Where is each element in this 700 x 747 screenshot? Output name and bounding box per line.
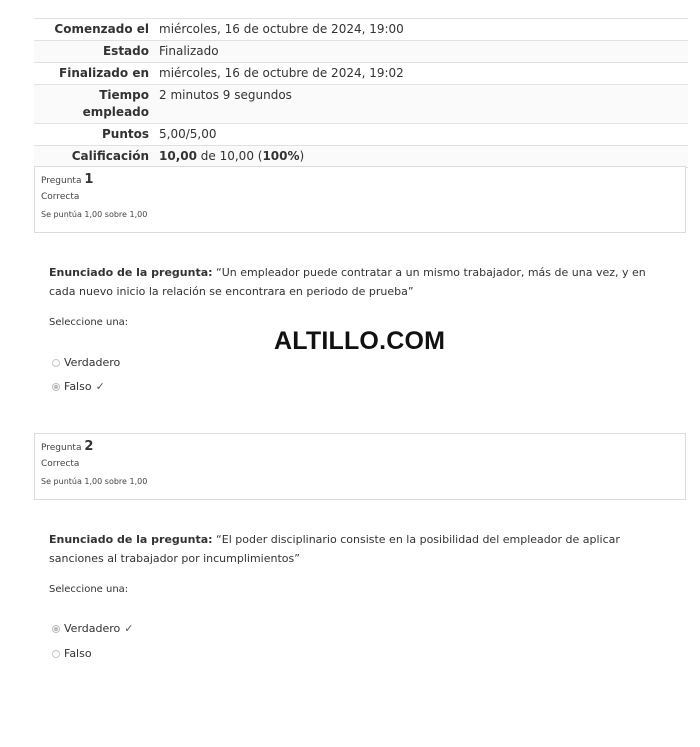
question-text	[49, 530, 649, 568]
radio-checked[interactable]	[52, 625, 60, 633]
question-state: Correcta	[41, 459, 80, 469]
answer-option-falso[interactable]	[52, 380, 105, 393]
grade-total: de 10,00 (	[196, 149, 263, 163]
option-label: Falso	[64, 647, 92, 660]
question-info-box	[34, 166, 686, 233]
select-one-prompt: Seleccione una:	[49, 317, 129, 328]
question-number	[41, 172, 679, 189]
summary-label: Calificación	[34, 146, 155, 168]
select-one-prompt: Seleccione una:	[49, 584, 129, 595]
question-number	[41, 439, 679, 456]
grade-value	[155, 146, 688, 168]
summary-row-state	[34, 41, 688, 63]
answer-option-falso[interactable]	[52, 647, 92, 660]
grade-score: 10,00	[159, 149, 197, 163]
answer-option-verdadero[interactable]	[52, 622, 133, 635]
question-state: Correcta	[41, 192, 80, 202]
question-text	[49, 263, 649, 301]
summary-row-finished	[34, 63, 688, 85]
summary-row-started	[34, 19, 688, 41]
question-prefix: Pregunta	[41, 443, 82, 453]
option-label: Falso	[64, 380, 92, 393]
radio-unchecked[interactable]	[52, 359, 60, 367]
summary-label: Estado	[34, 41, 155, 63]
summary-label: Finalizado en	[34, 63, 155, 85]
attempt-summary-table	[34, 18, 688, 168]
correct-check-icon: ✓	[124, 622, 134, 635]
watermark-logo: ALTILLO.COM	[274, 327, 446, 355]
question-number-value: 2	[84, 439, 94, 454]
question-grade: Se puntúa 1,00 sobre 1,00	[41, 210, 148, 219]
question-stem: “El poder disciplinario consiste en la posibilidad del empleador de aplicar sanciones al trabajador por incumplimientos”	[49, 533, 620, 565]
summary-value: miércoles, 16 de octubre de 2024, 19:00	[155, 19, 688, 41]
question-stem-label: Enunciado de la pregunta:	[49, 533, 213, 546]
summary-row-points	[34, 124, 688, 146]
question-info-box	[34, 433, 686, 500]
radio-unchecked[interactable]	[52, 650, 60, 658]
summary-label: Tiempo empleado	[34, 85, 155, 124]
summary-row-grade	[34, 146, 688, 168]
question-grade: Se puntúa 1,00 sobre 1,00	[41, 477, 148, 486]
summary-label: Puntos	[34, 124, 155, 146]
summary-label: Comenzado el	[34, 19, 155, 41]
question-stem-label: Enunciado de la pregunta:	[49, 266, 213, 279]
summary-value: 2 minutos 9 segundos	[155, 85, 688, 124]
option-label: Verdadero	[64, 622, 121, 635]
summary-row-time	[34, 85, 688, 124]
radio-checked[interactable]	[52, 383, 60, 391]
answer-option-verdadero[interactable]	[52, 356, 120, 369]
summary-value: 5,00/5,00	[155, 124, 688, 146]
summary-value: miércoles, 16 de octubre de 2024, 19:02	[155, 63, 688, 85]
grade-percent: 100%	[262, 149, 300, 163]
correct-check-icon: ✓	[95, 380, 105, 393]
summary-value: Finalizado	[155, 41, 688, 63]
option-label: Verdadero	[64, 356, 121, 369]
question-prefix: Pregunta	[41, 176, 82, 186]
question-stem: “Un empleador puede contratar a un mismo trabajador, más de una vez, y en cada nuevo inicio la relación se encontrara en periodo de prueba”	[49, 266, 646, 298]
grade-close: )	[299, 149, 305, 163]
question-number-value: 1	[84, 172, 94, 187]
